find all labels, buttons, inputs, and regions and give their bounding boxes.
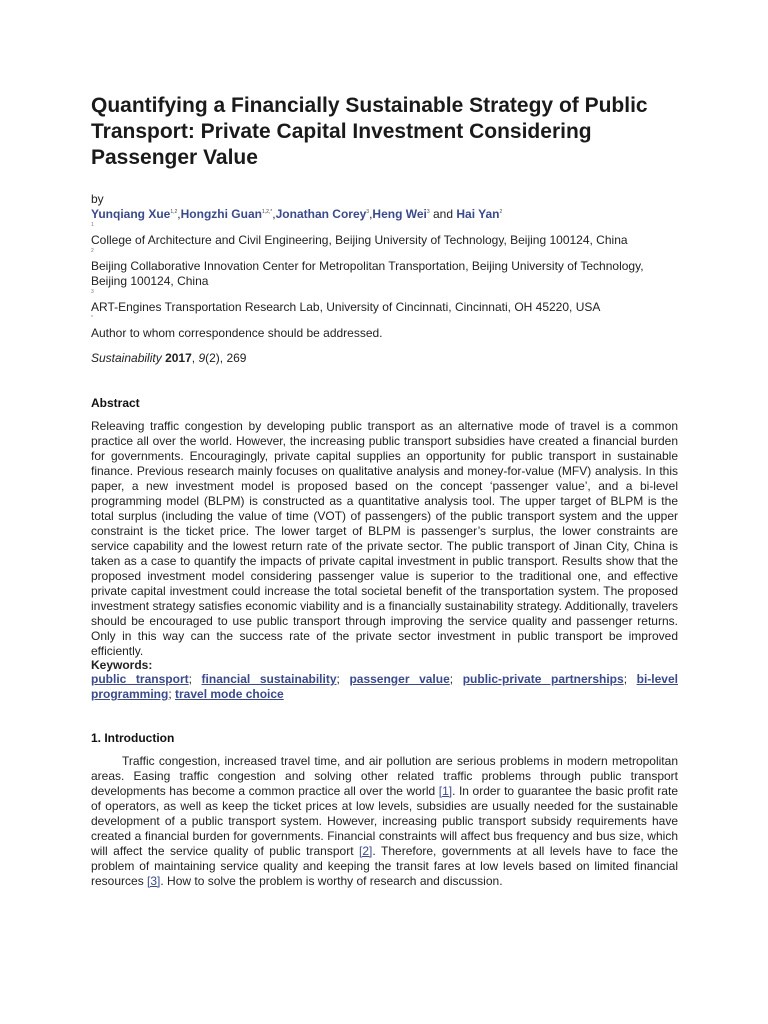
intro-text: . In order to guarantee the basic profit rate of operators, as well as keep the ticket prices at low levels, subsidies are usually needed for the sustainable development of a public transport system. However, increasing public transport subsidy requirements have created a financial burden for governments. Financial constraints will affect bus frequency and bus size, which will affect the service quality of public transport (91, 784, 678, 858)
affiliation-text: College of Architecture and Civil Engineering, Beijing University of Technology, Beijing 100124, China (91, 233, 628, 247)
author-separator: and (429, 207, 457, 221)
keyword-link[interactable]: bi-level programming (91, 672, 678, 701)
affiliation-marker: 3 (91, 289, 94, 295)
author-affiliation-sup: 3 (426, 209, 430, 215)
reference-link[interactable]: [2] (359, 844, 373, 858)
abstract-heading: Abstract (91, 396, 140, 410)
keyword-list: public transport; financial sustainability; passenger value; public-private partnerships; bi-level programming; travel mode choice (91, 672, 678, 701)
author-link[interactable]: Yunqiang Xue (91, 207, 171, 221)
author-separator: , (177, 207, 181, 221)
intro-text: Traffic congestion, increased travel time, and air pollution are serious problems in modern metropolitan areas. Easing traffic congestion and solving other related traffic problems through public transport developments has become a common practice all over the world (91, 754, 678, 798)
keyword-link[interactable]: financial sustainability (201, 672, 337, 686)
introduction-paragraph (91, 754, 678, 889)
author-affiliation-sup: 1,2,* (261, 209, 273, 215)
keyword-link[interactable]: public-private partnerships (462, 672, 624, 686)
author-link[interactable]: Hongzhi Guan (180, 207, 262, 221)
reference-link[interactable]: [1] (438, 784, 453, 798)
author-affiliation-sup: 1,2 (170, 209, 178, 215)
correspondence-note: Author to whom correspondence should be addressed. (91, 326, 383, 340)
author-affiliation-sup: 2 (499, 209, 503, 215)
author-separator: , (369, 207, 373, 221)
affiliation-marker: 2 (91, 248, 94, 254)
intro-text: . Therefore, governments at all levels have to face the problem of maintaining service quality and keeping the transit fares at low levels based on limited financial resources (91, 844, 678, 888)
abstract-text: Releaving traffic congestion by developing public transport as an alternative mode of travel is a common practice all over the world. However, the increasing public transport subsidies have created a financial burden for governments. Encouragingly, private capital supplies an opportunity for public transport in sustainable finance. Previous research mainly focuses on qualitative analysis and money-for-value (MFV) analysis. In this paper, a new investment model is proposed based on the concept ‘passenger value’, and a bi-level programming model (BLPM) is constructed as a quantitative analysis tool. The upper target of BLPM is the total surplus (including the value of time (VOT) of passengers) of the public transport system and the upper constraint is the ticket price. The lower target of BLPM is passenger’s surplus, the lower constraints are service capability and the lowest return rate of the private sector. The public transport of Jinan City, China is taken as a case to quantify the impacts of private capital investment in public transport. Results show that the proposed investment model considering passenger value is superior to the traditional one, and effective private capital investment could increase the total societal benefit of the transportation system. The proposed investment strategy satisfies economic viability and is a financially sustainability strategy. Additionally, travelers should be encouraged to use public transport through improving the service quality and passenger returns. Only in this way can the success rate of the private sector investment in public transport be improved efficiently. (91, 419, 678, 658)
citation-line: Sustainability 2017, 9(2), 269 (91, 351, 247, 365)
citation-issue-pages: (2), 269 (205, 351, 247, 365)
affiliation-text: Beijing Collaborative Innovation Center for Metropolitan Transportation, Beijing University of Technology, Beijing 100124, China (91, 259, 644, 288)
citation-volume: 9 (198, 351, 206, 365)
author-link[interactable]: Heng Wei (372, 207, 427, 221)
keyword-link[interactable]: passenger value (349, 672, 450, 686)
keywords-label: Keywords: (91, 658, 153, 672)
author-affiliation-sup: 3 (366, 209, 370, 215)
intro-text: . How to solve the problem is worthy of research and discussion. (160, 874, 503, 888)
author-list (91, 207, 502, 221)
by-label: by (91, 192, 104, 206)
keyword-link[interactable]: travel mode choice (175, 687, 284, 701)
section-heading-introduction: 1. Introduction (91, 731, 175, 745)
affiliation-text: ART-Engines Transportation Research Lab, University of Cincinnati, Cincinnati, OH 45220, USA (91, 300, 601, 314)
affiliation-marker: 1 (91, 222, 94, 228)
author-separator: , (272, 207, 276, 221)
keyword-link[interactable]: public transport (91, 672, 189, 686)
author-link[interactable]: Hai Yan (456, 207, 500, 221)
author-link[interactable]: Jonathan Corey (275, 207, 367, 221)
reference-link[interactable]: [3] (147, 874, 161, 888)
affiliation-marker: * (91, 315, 93, 321)
citation-year: 2017 (165, 351, 192, 365)
journal-name: Sustainability (91, 351, 162, 365)
article-title: Quantifying a Financially Sustainable Strategy of Public Transport: Private Capital Investment Considering Passenger Value (91, 94, 648, 169)
